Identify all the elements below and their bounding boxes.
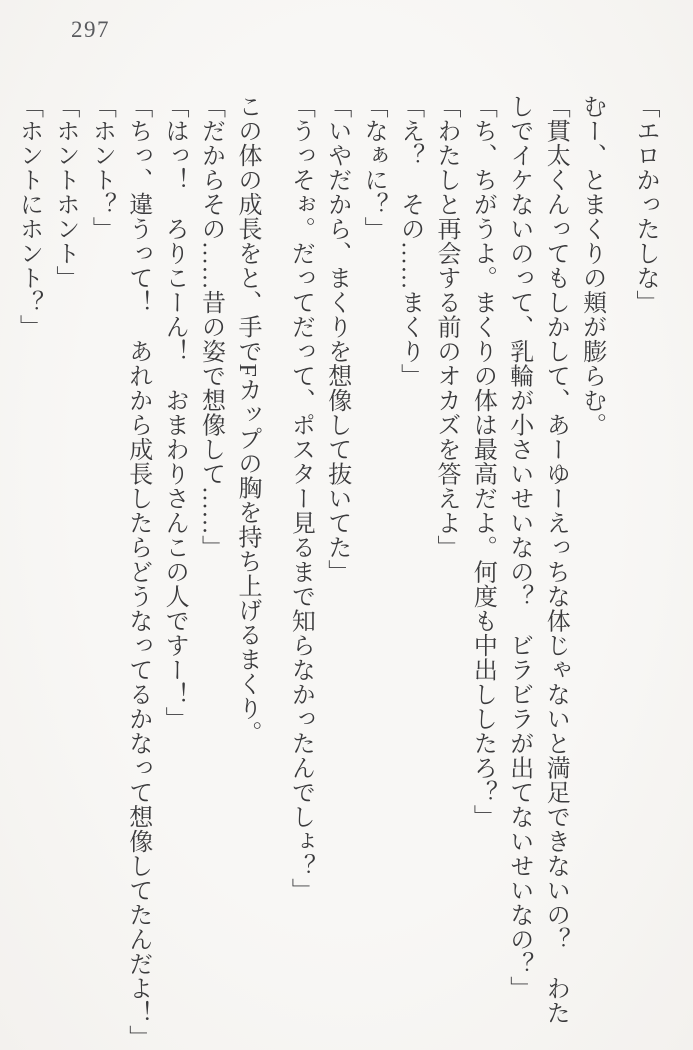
text-line: 「ホント？」 [88, 94, 115, 241]
page-number: 297 [71, 17, 110, 42]
vertical-text-block [10, 94, 663, 1050]
text-line: 「ちっ、違うって！ あれから成長したらどうなってるかなって想像してたんだよ！」 [124, 94, 151, 1050]
text-line: この体の成長をと、手でFカップの胸を持ち上げるまくり。 [233, 94, 260, 745]
text-line: 「わたしと再会する前のオカズを答えよ」 [432, 94, 459, 560]
text-line: 「ち、ちがうよ。まくりの体は最高だよ。何度も中出ししたろ？」 [469, 94, 496, 829]
text-line: 「ホントホント」 [51, 94, 78, 290]
text-line: 「だからその……昔の姿で想像して……」 [197, 94, 224, 560]
text-line: 「なぁに？」 [360, 94, 387, 241]
text-line: しでイケないのって、乳輪が小さいせいなの？ ビラビラが出てないせいなの？」 [505, 94, 532, 1001]
text-line: 「貫太くんってもしかして、あーゆーえっちな体じゃないと満足できないの？ わた [542, 94, 569, 1025]
text-line: 「エロかったしな」 [632, 94, 658, 315]
text-line: むー、とまくりの頬が膨らむ。 [578, 94, 605, 437]
text-line: 「いやだから、まくりを想像して抜いてた」 [323, 94, 350, 584]
text-line: 「え？ その……まくり」 [396, 94, 423, 388]
text-line: 「はっ！ ろりこーん！ おまわりさんこの人ですー！」 [161, 94, 188, 731]
text-line: 「ホントにホント？」 [15, 94, 42, 339]
text-line: 「うっそぉ。だってだって、ポスター見るまで知らなかったんでしょ？」 [287, 94, 314, 903]
